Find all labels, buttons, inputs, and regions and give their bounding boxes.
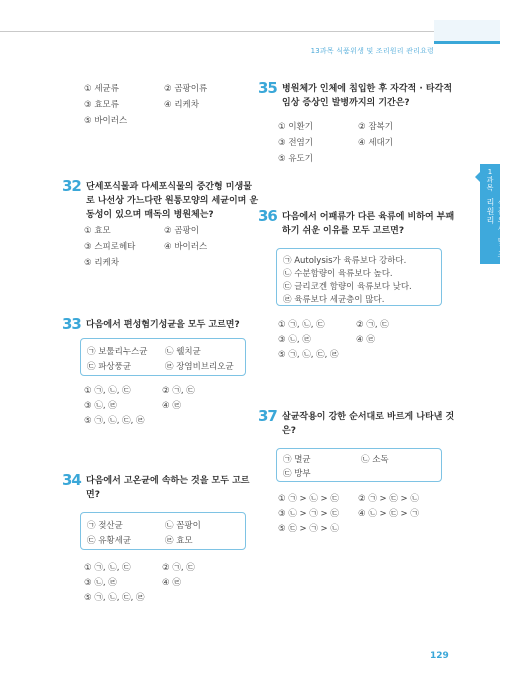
question-34-choice-box — [80, 512, 246, 550]
box-item: ㉡ 꼼팡이 — [165, 521, 201, 531]
question-36-options — [278, 318, 448, 368]
option-4[interactable]: ④ ㉡ > ㉢ > ㉠ — [358, 509, 419, 519]
chapter-side-tab — [480, 164, 506, 264]
question-text: 살균작용이 강한 순서대로 바르게 나타낸 것 은? — [282, 412, 455, 436]
option-2[interactable]: ② 곰팡이류 — [164, 84, 208, 94]
option-4[interactable]: ④ ㉣ — [162, 578, 181, 588]
question-37 — [258, 407, 458, 440]
option-1[interactable]: ① 이환기 — [278, 122, 313, 132]
option-3[interactable]: ③ ㉡, ㉣ — [278, 335, 311, 345]
option-3[interactable]: ③ 스피로헤타 — [84, 242, 136, 252]
option-4[interactable]: ④ 세대기 — [358, 138, 393, 148]
question-text: 단세포식물과 다세포식물의 중간형 미생물 로 나선상 가느다란 원통모양의 세균이며 운 동성이 있으며 매독의 병원체는? — [86, 182, 259, 220]
question-number: 34 — [62, 471, 81, 489]
question-number: 33 — [62, 315, 81, 333]
question-33-choice-box — [80, 338, 246, 376]
box-item: ㉡ 소독 — [361, 455, 389, 465]
option-5[interactable]: ⑤ 리케차 — [84, 258, 119, 268]
question-33 — [62, 315, 262, 338]
option-4[interactable]: ④ ㉣ — [162, 401, 181, 411]
box-item: ㉢ 방부 — [283, 469, 311, 479]
question-35 — [258, 79, 458, 112]
option-2[interactable]: ② 곰팡이 — [164, 226, 199, 236]
question-32-options — [84, 224, 254, 274]
question-text: 다음에서 편성혐기성균을 모두 고르면? — [86, 320, 240, 330]
question-34-options — [84, 561, 254, 611]
box-item: ㉠ 젖산균 — [87, 521, 123, 531]
box-item: ㉣ 장염비브리오균 — [165, 362, 234, 372]
option-4[interactable]: ④ ㉣ — [356, 335, 375, 345]
prev-question-options — [84, 82, 254, 132]
option-5[interactable]: ⑤ 바이러스 — [84, 116, 128, 126]
option-5[interactable]: ⑤ ㉠, ㉡, ㉢, ㉣ — [84, 416, 145, 426]
option-2[interactable]: ② ㉠ > ㉢ > ㉡ — [358, 494, 419, 504]
option-2[interactable]: ② ㉠, ㉢ — [356, 320, 389, 330]
option-1[interactable]: ① ㉠ > ㉡ > ㉢ — [278, 494, 339, 504]
box-item: ㉠ 멸균 — [283, 455, 311, 465]
option-1[interactable]: ① 효모 — [84, 226, 111, 236]
question-37-options — [278, 492, 448, 542]
option-1[interactable]: ① ㉠, ㉡, ㉢ — [278, 320, 325, 330]
option-5[interactable]: ⑤ 유도기 — [278, 154, 313, 164]
option-2[interactable]: ② ㉠, ㉢ — [162, 386, 195, 396]
chapter-title: 식품위생 및 조리원리 — [486, 198, 506, 260]
question-text: 다음에서 고온균에 속하는 것을 모두 고르 면? — [86, 476, 250, 500]
box-item: ㉣ 육류보다 세균층이 많다. — [283, 295, 385, 305]
box-item: ㉢ 유황세균 — [87, 536, 132, 546]
option-3[interactable]: ③ 효모류 — [84, 100, 119, 110]
box-item: ㉡ 수분함량이 육류보다 높다. — [283, 269, 393, 279]
option-3[interactable]: ③ 전염기 — [278, 138, 313, 148]
question-36-choice-box — [276, 248, 442, 306]
box-item: ㉠ Autolysis가 육류보다 강하다. — [283, 256, 407, 266]
page-number: 129 — [430, 651, 449, 661]
box-item: ㉠ 보툴리누스균 — [87, 347, 148, 357]
header-accent — [434, 20, 500, 44]
running-header: 13과목 식품위생 및 조리원리 관리요령 — [310, 47, 434, 55]
box-item: ㉣ 효모 — [165, 536, 193, 546]
question-number: 36 — [258, 207, 277, 225]
question-number: 37 — [258, 407, 277, 425]
question-number: 32 — [62, 177, 81, 195]
chapter-number: 1 과목 — [486, 168, 494, 192]
question-36 — [258, 207, 458, 240]
option-1[interactable]: ① ㉠, ㉡, ㉢ — [84, 386, 131, 396]
question-number: 35 — [258, 79, 277, 97]
question-34 — [62, 471, 262, 504]
option-4[interactable]: ④ 리케차 — [164, 100, 199, 110]
question-35-options — [278, 120, 448, 170]
option-4[interactable]: ④ 바이러스 — [164, 242, 208, 252]
box-item: ㉡ 웰치균 — [165, 347, 201, 357]
option-3[interactable]: ③ ㉡ > ㉠ > ㉢ — [278, 509, 339, 519]
option-1[interactable]: ① ㉠, ㉡, ㉢ — [84, 563, 131, 573]
option-5[interactable]: ⑤ ㉠, ㉡, ㉢, ㉣ — [278, 350, 339, 360]
option-3[interactable]: ③ ㉡, ㉣ — [84, 401, 117, 411]
option-5[interactable]: ⑤ ㉠, ㉡, ㉢, ㉣ — [84, 593, 145, 603]
header-rule — [0, 31, 442, 32]
option-2[interactable]: ② ㉠, ㉢ — [162, 563, 195, 573]
option-2[interactable]: ② 잠복기 — [358, 122, 393, 132]
option-5[interactable]: ⑤ ㉢ > ㉠ > ㉡ — [278, 524, 339, 534]
header-band — [0, 20, 500, 44]
box-item: ㉢ 글리코겐 함량이 육류보다 낮다. — [283, 282, 412, 292]
option-3[interactable]: ③ ㉡, ㉣ — [84, 578, 117, 588]
question-text: 병원체가 인체에 침입한 후 자각적 · 타각적 임상 증상인 발병까지의 기간은? — [282, 84, 453, 108]
question-text: 다음에서 어패류가 다른 육류에 비하여 부패 하기 쉬운 이유를 모두 고르면? — [282, 212, 455, 236]
option-1[interactable]: ① 세균류 — [84, 84, 119, 94]
question-37-choice-box — [276, 448, 442, 482]
box-item: ㉢ 파상풍균 — [87, 362, 132, 372]
tab-arrow-icon — [475, 172, 480, 182]
question-33-options — [84, 384, 254, 434]
